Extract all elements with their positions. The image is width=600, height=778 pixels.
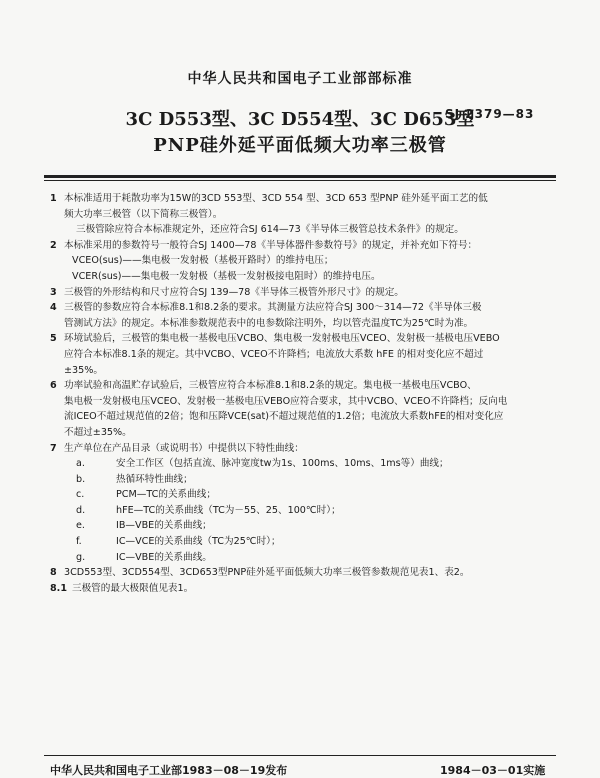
clause-text: hFE—TC的关系曲线（TC为－55、25、100℃时）； [116,504,341,516]
clause-line [50,487,550,503]
clause-text: 三极管的外形结构和尺寸应符合SJ 139—78《半导体三极管外形尺寸》的规定。 [64,286,404,298]
clause-line [50,441,550,457]
clause-line [50,347,550,363]
clause-text: VCEO(sus)——集电极一发射极（基极开路时）的维持电压； [72,255,334,267]
clause-number: 7 [50,442,57,454]
clause-text: 流ICEO不超过规范值的2倍；饱和压降VCE(sat)不超过规范值的1.2倍；电流放大系数hFE的相对变化应 [64,411,504,423]
clause-text: 三极管除应符合本标准规定外，还应符合SJ 614—73《半导体三极管总技术条件》的规定。 [76,224,464,236]
clause-line [50,363,550,379]
header-rule-thick [44,175,556,178]
clause-text: ±35%。 [64,364,103,376]
clause-line [50,565,550,581]
item-letter: b. [76,473,86,485]
clause-line [50,409,550,425]
clause-text: PCM—TC的关系曲线； [116,489,216,501]
clause-text: 本标准采用的参数符号一般符合SJ 1400—78《半导体器件参数符号》的规定，并补充如下符号： [64,239,478,251]
item-letter: d. [76,504,86,516]
clause-number: 5 [50,333,57,345]
clause-text: 三极管的最大极限值见表1。 [72,582,194,594]
clause-text: 安全工作区（包括直流、脉冲宽度tw为1s、100ms、10ms、1ms等）曲线； [116,458,449,470]
item-letter: g. [76,551,86,563]
document-body [50,191,550,596]
clause-line [50,269,550,285]
clause-line [50,581,550,597]
clause-text: 频大功率三极管（以下简称三极管）。 [64,208,223,220]
item-letter: a. [76,458,85,470]
clause-line [50,456,550,472]
clause-line [50,316,550,332]
clause-line [50,331,550,347]
clause-line [50,300,550,316]
clause-line [50,394,550,410]
clause-number: 2 [50,239,57,251]
clause-line [50,518,550,534]
clause-line [50,425,550,441]
clause-line [50,253,550,269]
clause-text: 本标准适用于耗散功率为15W的3CD 553型、3CD 554 型、3CD 653 型PNP 硅外延平面工艺的低 [64,193,488,204]
clause-line [50,503,550,519]
clause-number: 3 [50,286,57,298]
issue-date: 中华人民共和国电子工业部1983－08－19发布 [50,764,288,777]
clause-number: 6 [50,380,57,392]
effective-date: 1984－03－01实施 [440,764,546,777]
standard-code: SJ 2379—83 [445,107,535,121]
clause-text: 生产单位在产品目录（或说明书）中提供以下特性曲线： [64,442,304,454]
clause-text: 3CD553型、3CD554型、3CD653型PNP硅外延平面低频大功率三极管参数规范见表1、表2。 [64,567,470,579]
clause-text: 热循环特性曲线； [116,473,193,485]
item-letter: f. [76,536,82,548]
document-title-product: PNP硅外延平面低频大功率三极管 [153,135,447,156]
clause-line [50,378,550,394]
footer-rule [44,755,556,756]
header-rule-thin [44,180,556,181]
clause-number: 4 [50,302,57,314]
issuing-ministry: 中华人民共和国电子工业部部标准 [187,71,413,87]
clause-line [50,534,550,550]
clause-text: 管测试方法》的规定。本标准参数规范表中的电参数除注明外，均以管壳温度TC为25℃时为准。 [64,317,474,329]
item-letter: c. [76,489,85,501]
clause-line [50,222,550,238]
clause-text: 环境试验后，三极管的集电极一基极电压VCBO、集电极一发射极电压VCEO、发射极一基极电压VEBO [64,333,500,345]
clause-line [50,191,550,207]
clause-line [50,550,550,566]
clause-text: IC—VCE的关系曲线（TC为25℃时）； [116,536,281,548]
clause-text: IB—VBE的关系曲线； [116,520,212,532]
clause-text: VCER(sus)——集电极一发射极（基极一发射极接电阻时）的维持电压。 [72,270,381,282]
clause-text: 集电极一发射极电压VCEO、发射极一基极电压VEBO应符合要求，其中VCBO、VCEO不许降档；反向电 [64,395,508,407]
clause-text: 不超过±35%。 [64,426,132,438]
item-letter: e. [76,520,85,532]
clause-line [50,285,550,301]
clause-number: 8 [50,567,57,579]
document-title-models: 3C D553型、3C D554型、3C D653型 [125,109,475,130]
clause-number: 8.1 [50,582,67,594]
clause-text: IC—VBE的关系曲线。 [116,551,212,563]
clause-line [50,238,550,254]
clause-text: 应符合本标准8.1条的规定。其中VCBO、VCEO不许降档；电流放大系数 hFE 的相对变化应不超过 [64,348,484,360]
clause-number: 1 [50,193,57,204]
clause-line [50,472,550,488]
clause-line [50,207,550,223]
clause-text: 功率试验和高温贮存试验后，三极管应符合本标准8.1和8.2条的规定。集电极一基极电压VCBO、 [64,380,477,392]
clause-text: 三极管的参数应符合本标准8.1和8.2条的要求。其测量方法应符合SJ 300～314—72《半导体三极 [64,302,482,314]
